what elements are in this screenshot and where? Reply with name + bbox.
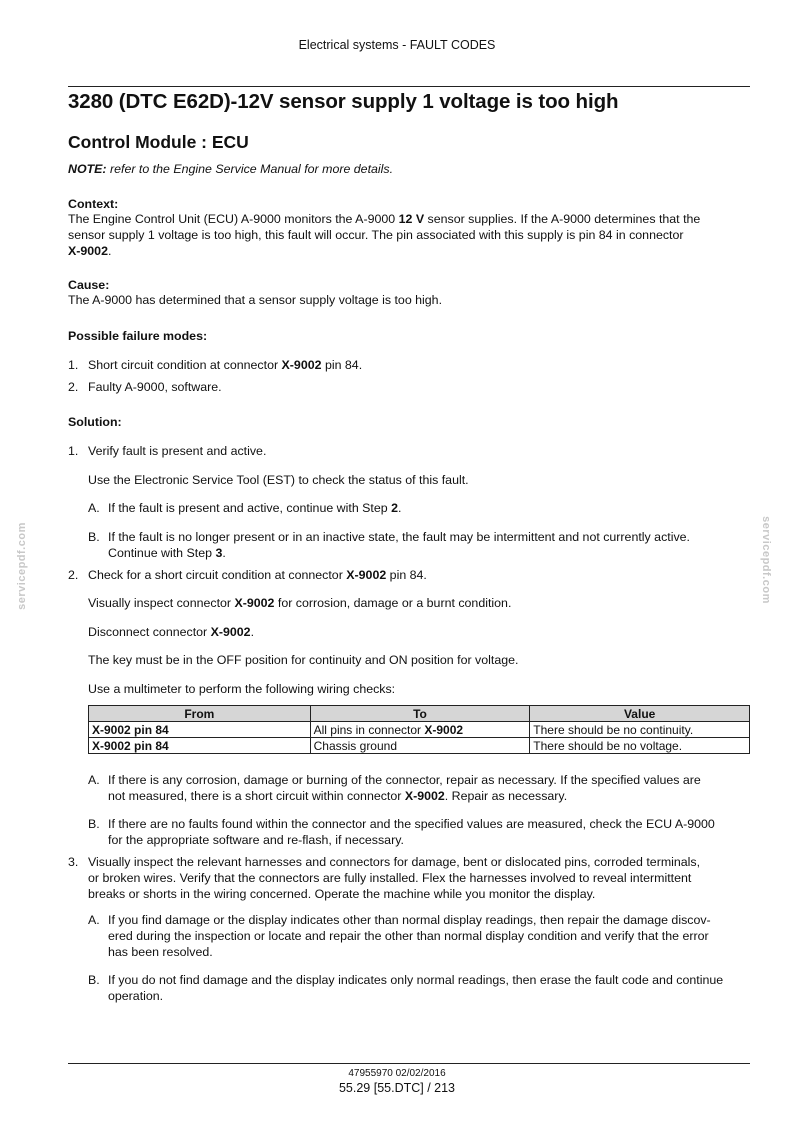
- note-text: refer to the Engine Service Manual for more details.: [106, 162, 394, 176]
- table-row: [89, 738, 750, 754]
- cell-to: Chassis ground: [310, 738, 530, 754]
- step-2-option-a: A. If there is any corrosion, damage or burning of the connector, repair as necessary. If the specified values are not measured, there is a short circuit within connector X-9002. Repair as necessary.: [88, 773, 701, 803]
- table-header-row: [89, 706, 750, 722]
- step-2-paragraph-4: Use a multimeter to perform the following wiring checks:: [88, 682, 396, 696]
- header-rule: [68, 86, 750, 87]
- page-number: 55.29 [55.DTC] / 213: [338, 1081, 456, 1095]
- page-title: 3280 (DTC E62D)-12V sensor supply 1 voltage is too high: [68, 90, 619, 113]
- context-heading: Context:: [68, 197, 119, 211]
- failure-mode-item: 2. Faulty A-9000, software.: [68, 380, 222, 394]
- step-1-option-a: A. If the fault is present and active, continue with Step 2.: [88, 501, 402, 515]
- step-2-paragraph-2: Disconnect connector X-9002.: [88, 625, 255, 639]
- step-2-paragraph-1: Visually inspect connector X-9002 for corrosion, damage or a burnt condition.: [88, 596, 512, 610]
- section-subtitle: Control Module : ECU: [68, 132, 249, 152]
- step-2-option-b: B. If there are no faults found within the connector and the specified values are measured, check the ECU A-9000 for the appropriate software and re-flash, if necessary.: [88, 817, 715, 847]
- column-header-from: From: [89, 706, 311, 722]
- solution-step-1: 1. Verify fault is present and active.: [68, 444, 267, 458]
- note: [68, 161, 750, 177]
- wiring-check-table: [88, 705, 750, 754]
- column-header-to: To: [310, 706, 530, 722]
- step-1-option-b: B. If the fault is no longer present or in an inactive state, the fault may be intermittent and not currently active. Continue with Step 3.: [88, 530, 690, 560]
- footer-rule: [68, 1063, 750, 1064]
- context-line-3: X-9002.: [68, 244, 112, 258]
- cell-value: There should be no voltage.: [530, 738, 750, 754]
- cell-to: All pins in connector X-9002: [310, 722, 530, 738]
- watermark-right: servicepdf.com: [760, 516, 772, 604]
- note-label: NOTE:: [68, 162, 107, 176]
- step-3-option-b: B. If you do not find damage and the display indicates only normal readings, then erase the fault code and continue operation.: [88, 973, 724, 1003]
- cause-text: The A-9000 has determined that a sensor supply voltage is too high.: [68, 293, 443, 307]
- context-line-1: The Engine Control Unit (ECU) A-9000 monitors the A-9000 12 V sensor supplies. If the A-9000 determines that the: [68, 212, 701, 226]
- solution-heading: Solution:: [68, 415, 122, 429]
- cell-from: X-9002 pin 84: [89, 738, 311, 754]
- failure-modes-heading: Possible failure modes:: [68, 329, 208, 343]
- watermark-left: servicepdf.com: [16, 522, 28, 610]
- solution-step-2: 2. Check for a short circuit condition at connector X-9002 pin 84.: [68, 568, 427, 582]
- cell-value: There should be no continuity.: [530, 722, 750, 738]
- cell-from: X-9002 pin 84: [89, 722, 311, 738]
- context-text: [68, 211, 750, 259]
- column-header-value: Value: [530, 706, 750, 722]
- cause-heading: Cause:: [68, 278, 110, 292]
- running-header: Electrical systems - FAULT CODES: [298, 38, 496, 52]
- failure-mode-item: 1. Short circuit condition at connector X-9002 pin 84.: [68, 358, 363, 372]
- step-1-paragraph: Use the Electronic Service Tool (EST) to check the status of this fault.: [88, 473, 469, 487]
- context-line-2: sensor supply 1 voltage is too high, this fault will occur. The pin associated with this supply is pin 84 in connector: [68, 228, 684, 242]
- footer-doc-id: 47955970 02/02/2016: [348, 1068, 446, 1079]
- solution-step-3: 3. Visually inspect the relevant harnesses and connectors for damage, bent or dislocated pins, corroded terminals, or broken wires. Verify that the connectors are fully installed. Flex the harnesses involved to reveal intermittent breaks or shorts in the wiring concerned. Operate the machine while you monitor the display.: [68, 855, 701, 901]
- table-row: [89, 722, 750, 738]
- step-2-paragraph-3: The key must be in the OFF position for continuity and ON position for voltage.: [88, 653, 519, 667]
- step-3-option-a: A. If you find damage or the display indicates other than normal display readings, then repair the damage discov- ered during the inspection or locate and repair the other than normal display condition and verify that the error has been resolved.: [88, 913, 711, 959]
